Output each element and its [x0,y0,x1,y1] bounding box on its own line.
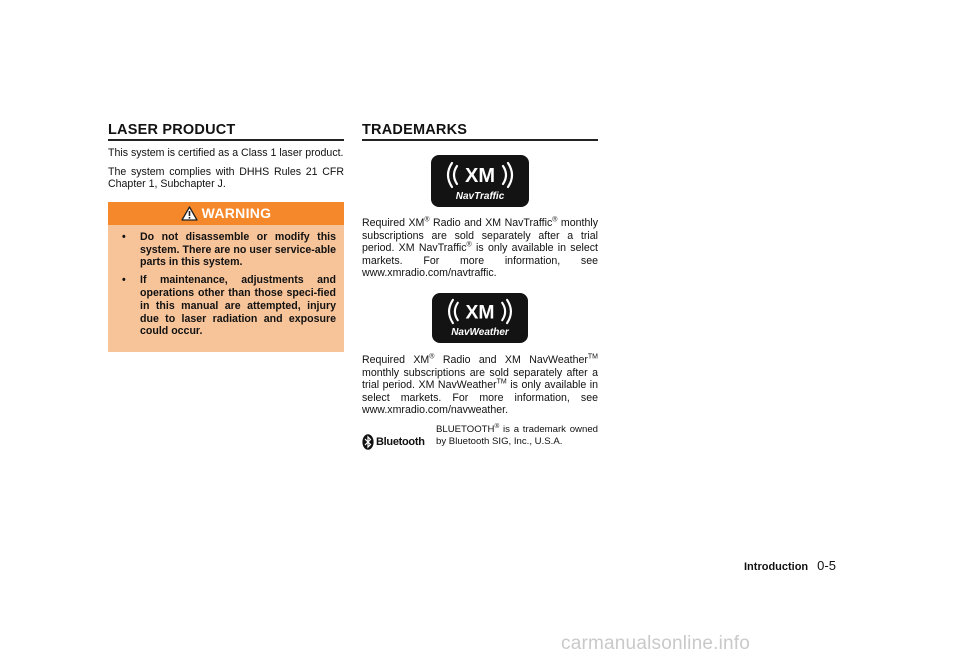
navtraffic-logo-wrap [362,155,598,207]
trademarks-heading: TRADEMARKS [362,122,598,141]
nt-reg-3: ® [466,241,472,249]
nw-tm-2: TM [496,378,507,386]
nt-reg-2: ® [552,216,558,224]
xm-radio-waves-icon [440,297,520,326]
watermark: carmanualsonline.info [561,633,751,654]
bullet: • [122,230,126,243]
bluetooth-icon [362,434,374,450]
warning-list [108,225,344,338]
nw-text-1: Required XM [362,353,430,366]
warning-box [108,202,344,352]
navtraffic-logo-label: NavTraffic [455,191,505,202]
nw-text-4: is only available in select markets. For more information, see www.xmradio.com/navweather. [362,379,598,417]
xm-mark: XM [465,302,495,324]
bt-text-2: is a trademark owned by Bluetooth SIG, Inc., U.S.A. [436,423,598,448]
dhhs-paragraph: The system complies with DHHS Rules 21 CFR Chapter 1, Subchapter J. [108,165,344,191]
bluetooth-paragraph [434,424,598,450]
xm-navweather-logo [432,293,528,343]
nw-text-2: Radio and XM NavWeather [434,353,588,366]
xm-navtraffic-logo [431,155,529,207]
nw-reg-1: ® [429,353,435,361]
laser-product-heading: LASER PRODUCT [108,122,344,141]
bluetooth-logo-text: Bluetooth [376,435,425,448]
bt-reg: ® [494,422,500,430]
footer-section-name: Introduction [744,561,809,573]
nw-tm-1: TM [587,353,598,361]
page-number: 0-5 [817,558,836,573]
bluetooth-logo [362,424,434,450]
laser-class-paragraph: This system is certified as a Class 1 laser product. [108,147,344,159]
navweather-paragraph [362,354,598,417]
xm-radio-waves-icon [440,160,520,190]
navweather-logo-label: NavWeather [451,327,509,339]
nt-text-1: Required XM [362,217,425,229]
bullet: • [122,274,126,287]
trademarks-section [362,122,598,450]
warning-title: WARNING [201,205,272,222]
nt-reg-1: ® [424,216,430,224]
bt-text-1: BLUETOOTH [436,423,495,435]
warning-item [116,231,336,269]
warning-triangle-icon [181,206,198,221]
bluetooth-trademark-row [362,424,598,450]
nt-text-3: monthly subscriptions are sold separately after a trial period. XM NavTraffic [362,217,599,255]
warning-item [116,274,336,338]
nw-text-3: monthly subscriptions are sold separately after a trial period. XM NavWeather [362,366,598,392]
xm-mark: XM [465,165,495,187]
nt-text-2: Radio and XM NavTraffic [429,217,553,229]
navweather-logo-wrap [362,293,598,343]
navtraffic-paragraph [362,217,598,280]
warning-item-text: Do not disassemble or modify this system. There are no user service-able parts in this system. [140,230,336,269]
nt-text-4: is only available in select markets. For more information, see www.xmradio.com/navtraffic. [362,242,598,280]
laser-product-section [108,122,344,352]
page-footer [744,558,836,573]
warning-header [108,202,344,225]
warning-item-text: If maintenance, adjustments and operations other than those speci-fied in this manual are attempted, injury due to laser radiation and exposure could occur. [140,274,336,338]
